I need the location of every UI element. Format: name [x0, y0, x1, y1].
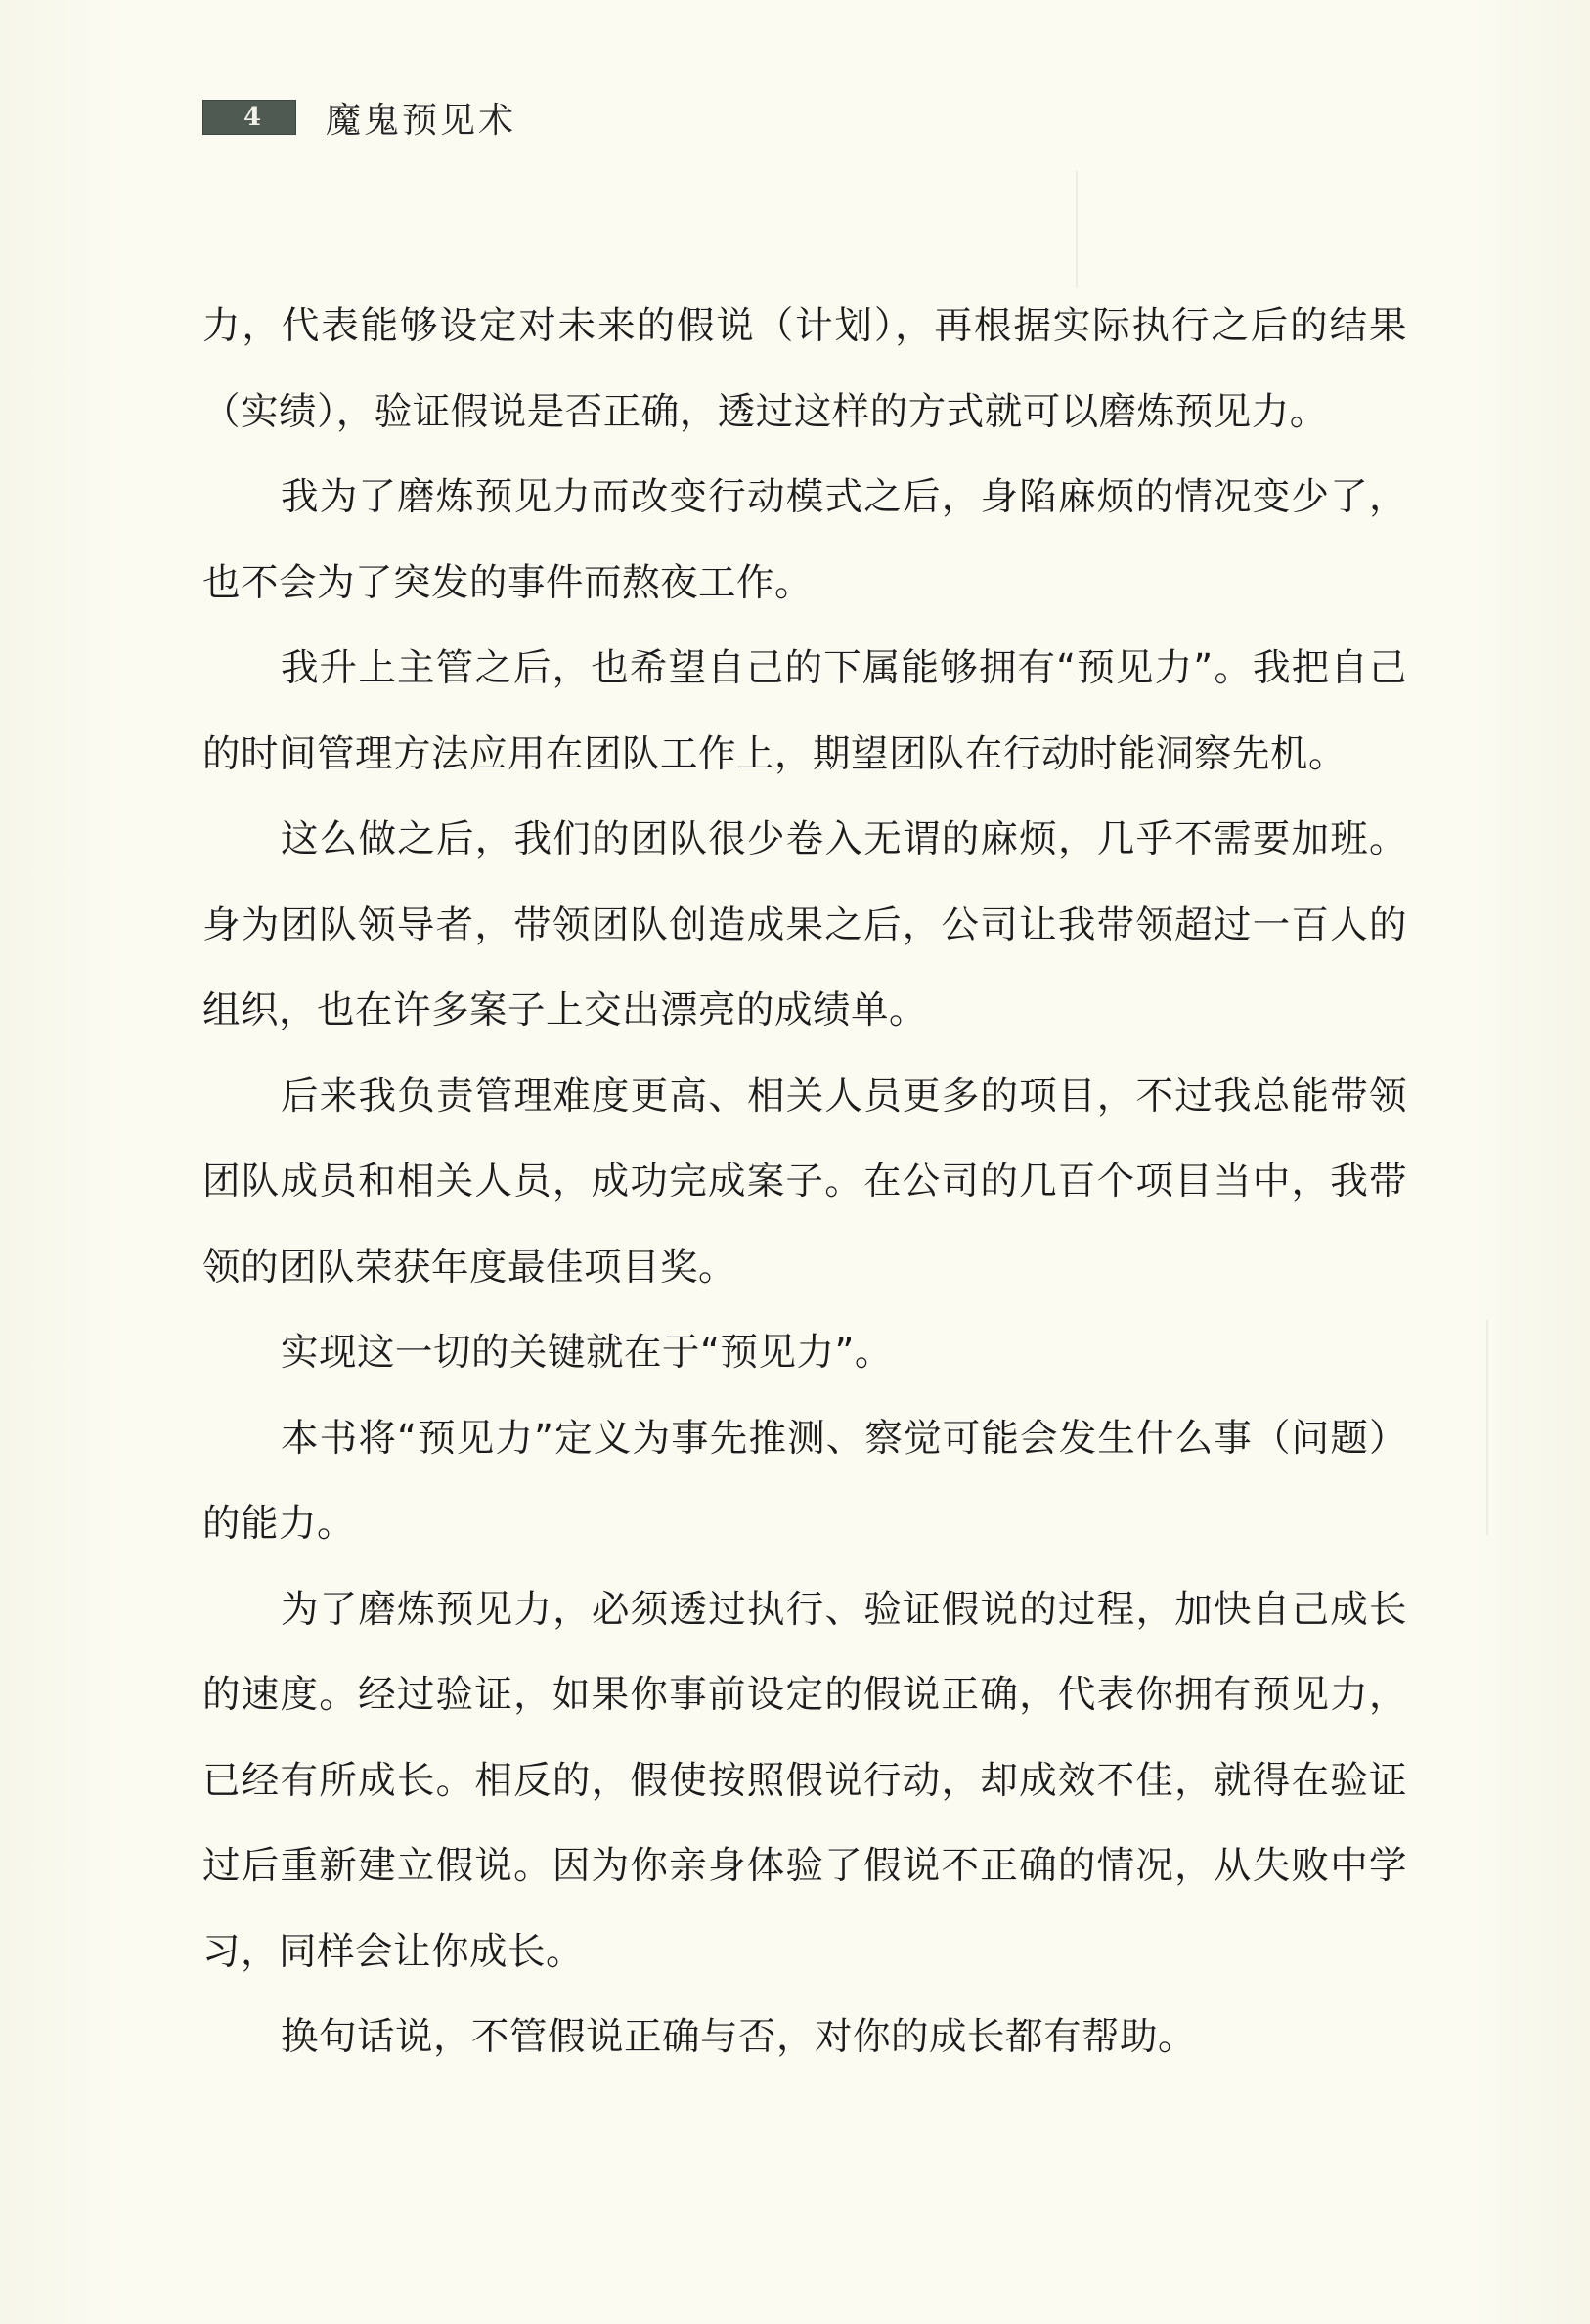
paragraph: 这么做之后，我们的团队很少卷入无谓的麻烦，几乎不需要加班。身为团队领导者，带领团队创造成果之后，公司让我带领超过一百人的组织，也在许多案子上交出漂亮的成绩单。	[202, 817, 1407, 1032]
scan-artifact	[1076, 171, 1078, 288]
page-number-badge	[202, 100, 296, 135]
book-title: 魔鬼预见术	[326, 100, 517, 141]
paragraph: 力，代表能够设定对未来的假说（计划），再根据实际执行之后的结果（实绩），验证假说是否正确，透过这样的方式就可以磨炼预见力。	[202, 304, 1407, 434]
paragraph: 实现这一切的关键就在于“预见力”。	[281, 1331, 893, 1375]
page-number: 4	[243, 103, 262, 132]
paragraph: 我为了磨炼预见力而改变行动模式之后，身陷麻烦的情况变少了，也不会为了突发的事件而熬夜工作。	[202, 475, 1407, 605]
body-text	[202, 284, 1407, 2081]
paragraph: 为了磨炼预见力，必须透过执行、验证假说的过程，加快自己成长的速度。经过验证，如果你事前设定的假说正确，代表你拥有预见力，已经有所成长。相反的，假使按照假说行动，却成效不佳，就得在验证过后重新建立假说。因为你亲身体验了假说不正确的情况，从失败中学习，同样会让你成长。	[202, 1587, 1407, 1974]
paragraph: 我升上主管之后，也希望自己的下属能够拥有“预见力”。我把自己的时间管理方法应用在团队工作上，期望团队在行动时能洞察先机。	[202, 646, 1407, 776]
scan-artifact	[1486, 1320, 1488, 1535]
paragraph: 换句话说，不管假说正确与否，对你的成长都有帮助。	[281, 2015, 1197, 2059]
paragraph: 本书将“预见力”定义为事先推测、察觉可能会发生什么事（问题）的能力。	[202, 1416, 1407, 1546]
paragraph: 后来我负责管理难度更高、相关人员更多的项目，不过我总能带领团队成员和相关人员，成功完成案子。在公司的几百个项目当中，我带领的团队荣获年度最佳项目奖。	[202, 1074, 1407, 1290]
running-head	[202, 98, 517, 141]
